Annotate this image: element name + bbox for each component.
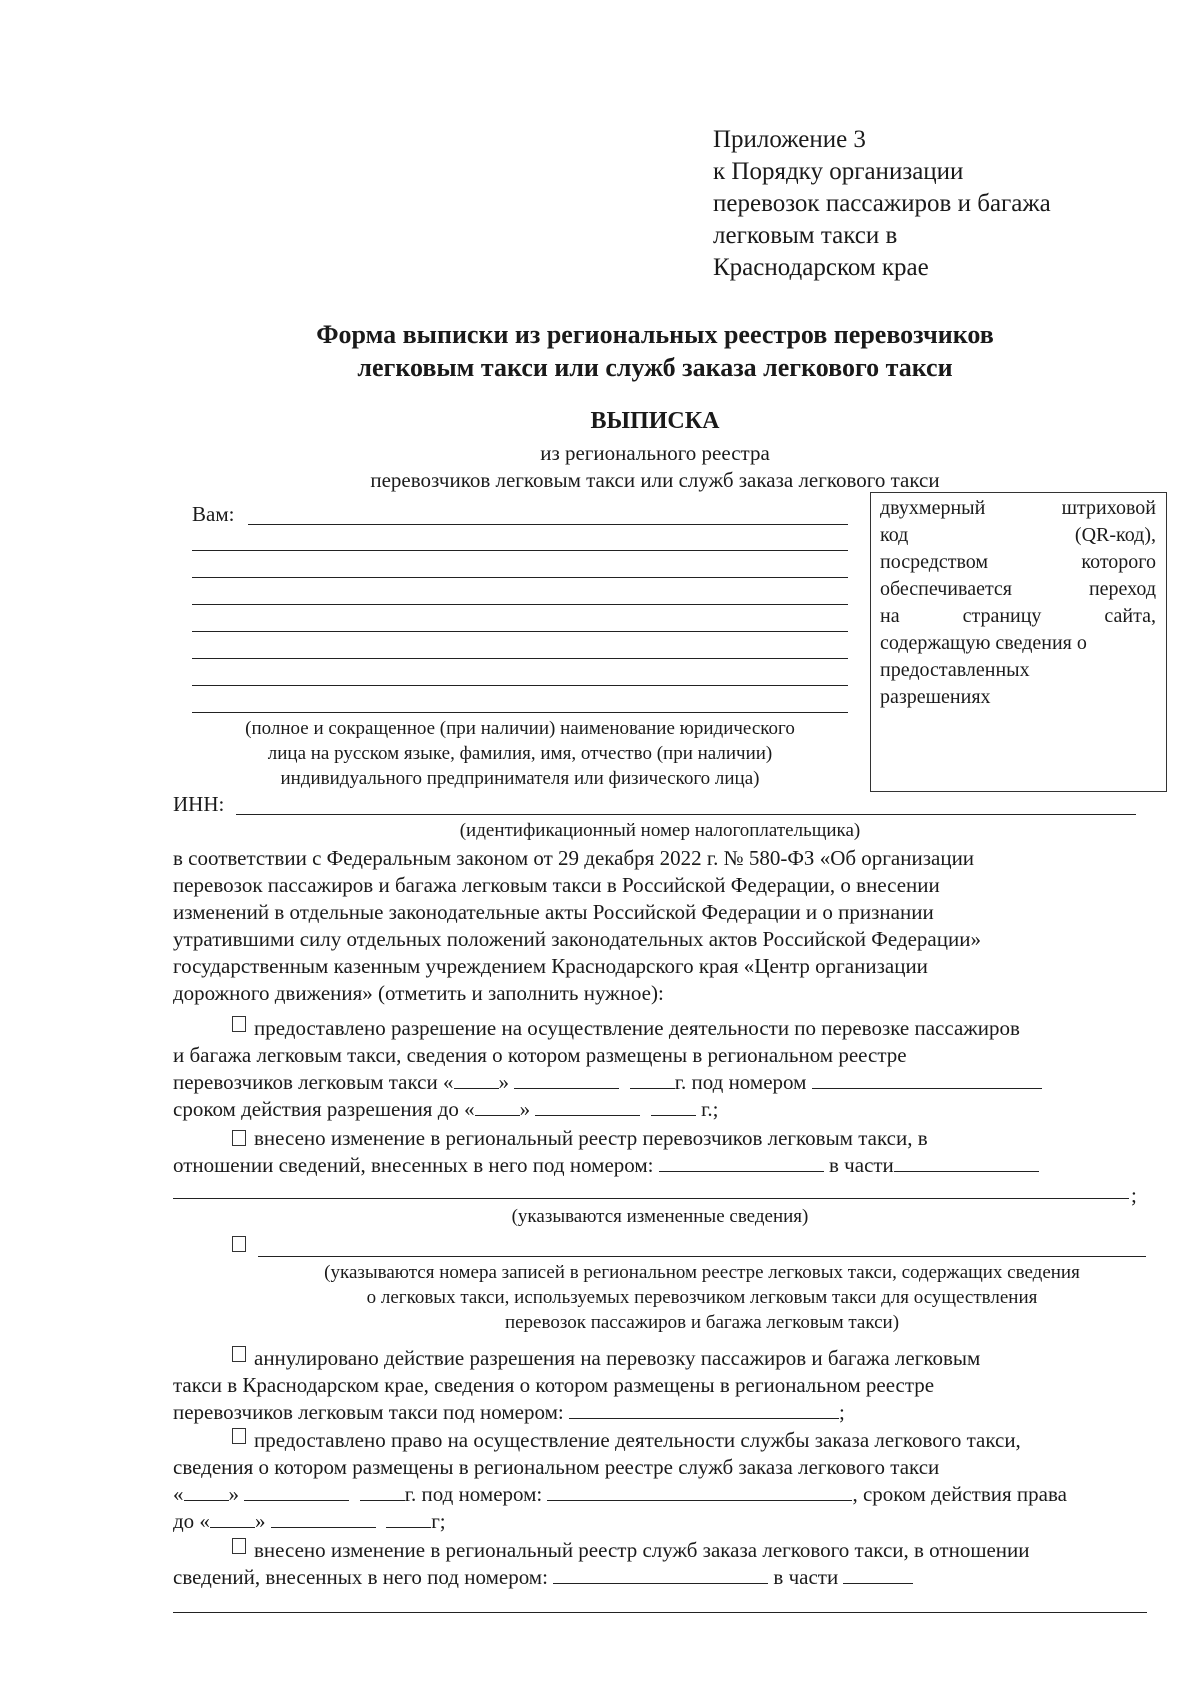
qr-word: предоставленных: [880, 659, 1030, 681]
item5-line: сведения о котором размещены в региональном реестре служб заказа легкового такси: [173, 1455, 940, 1479]
recipient-caption: лица на русском языке, фамилия, имя, отчество (при наличии): [267, 743, 773, 764]
item5-checkbox[interactable]: [232, 1428, 246, 1444]
item1-month-field[interactable]: [514, 1070, 619, 1089]
item3-records-field[interactable]: [258, 1256, 1146, 1257]
form-title-line: Форма выписки из региональных реестров перевозчиков: [316, 320, 994, 349]
item1-text: сроком действия разрешения до «: [173, 1097, 475, 1121]
inn-label: ИНН:: [173, 792, 225, 816]
item4-line: такси в Краснодарском крае, сведения о котором размещены в региональном реестре: [173, 1373, 935, 1397]
item1-line: [173, 1070, 1147, 1095]
item1-valid-day-field[interactable]: [475, 1097, 520, 1116]
qr-text-row: [880, 497, 1156, 520]
item1-line: и багажа легковым такси, сведения о котором размещены в региональном реестре: [173, 1043, 907, 1067]
item2-text: внесено изменение в региональный реестр перевозчиков легковым такси, в: [254, 1126, 928, 1150]
recipient-caption: индивидуального предпринимателя или физического лица): [280, 768, 760, 789]
recipient-field[interactable]: [248, 524, 848, 525]
qr-word: (QR-код),: [1074, 524, 1156, 546]
qr-word: двухмерный: [880, 497, 986, 519]
qr-word: которого: [1081, 551, 1156, 573]
item4-line: [232, 1346, 1147, 1371]
item4-number-field[interactable]: [569, 1400, 839, 1419]
item4-checkbox[interactable]: [232, 1346, 246, 1362]
item1-text: »: [498, 1070, 509, 1094]
recipient-field[interactable]: [192, 604, 848, 605]
item5-text: г. под номером:: [404, 1482, 543, 1506]
appendix-header: [713, 124, 1051, 284]
item5-line: [173, 1509, 1147, 1534]
item6-line: [173, 1565, 1147, 1590]
qr-text-row: [880, 551, 1156, 574]
item5-text: предоставлено право на осуществление деятельности службы заказа легкового такси,: [254, 1428, 1021, 1452]
qr-word: переход: [1088, 578, 1156, 600]
law-text-line: перевозок пассажиров и багажа легковым такси в Российской Федерации, о внесении: [173, 873, 940, 897]
law-text-line: в соответствии с Федеральным законом от 29 декабря 2022 г. № 580-ФЗ «Об организации: [173, 846, 975, 870]
recipient-field[interactable]: [192, 550, 848, 551]
form-title: [0, 318, 1200, 384]
item6-checkbox[interactable]: [232, 1538, 246, 1554]
inn-caption: (идентификационный номер налогоплательщика): [459, 820, 861, 841]
qr-word: обеспечивается: [880, 578, 1013, 600]
item2-part-field[interactable]: [894, 1153, 1039, 1172]
qr-text-row: [880, 632, 1156, 655]
document-subtitle: из регионального реестра: [540, 441, 770, 465]
item4-text: ;: [838, 1400, 845, 1424]
qr-word: разрешениях: [880, 686, 991, 708]
item5-text: «: [173, 1482, 184, 1506]
item5-year-field[interactable]: [360, 1482, 405, 1501]
qr-text-row: [880, 659, 1156, 682]
item5-line: [232, 1428, 1147, 1453]
recipient-field[interactable]: [192, 631, 848, 632]
item1-checkbox[interactable]: [232, 1016, 246, 1032]
recipient-field[interactable]: [192, 712, 848, 713]
item5-line: [173, 1482, 1147, 1507]
law-text-line: изменений в отдельные законодательные акты Российской Федерации и о признании: [173, 900, 934, 924]
appendix-line: легковым такси в: [713, 222, 898, 249]
item5-month-field[interactable]: [244, 1482, 349, 1501]
item2-caption: (указываются измененные сведения): [511, 1206, 809, 1227]
item5-valid-year-field[interactable]: [386, 1509, 431, 1528]
item1-text: предоставлено разрешение на осуществление деятельности по перевозке пассажиров: [254, 1016, 1020, 1040]
item5-text: г;: [431, 1509, 446, 1533]
item6-details-field[interactable]: [173, 1612, 1147, 1613]
item3-caption: о легковых такси, используемых перевозчиком легковым такси для осуществления: [366, 1287, 1038, 1308]
law-text-line: утратившими силу отдельных положений законодательных актов Российской Федерации»: [173, 927, 981, 951]
recipient-field[interactable]: [192, 577, 848, 578]
item3-caption: перевозок пассажиров и багажа легковым такси): [504, 1312, 900, 1333]
qr-text-row: [880, 578, 1156, 601]
qr-text-row: [880, 524, 1156, 547]
item1-valid-month-field[interactable]: [535, 1097, 640, 1116]
document-subtitle: перевозчиков легковым такси или служб заказа легкового такси: [370, 468, 940, 492]
item6-part-field[interactable]: [843, 1565, 913, 1584]
item1-number-field[interactable]: [812, 1070, 1042, 1089]
qr-word: содержащую сведения о: [880, 632, 1087, 654]
item2-details-field[interactable]: [173, 1198, 1129, 1199]
item4-text: аннулировано действие разрешения на перевозку пассажиров и багажа легковым: [254, 1346, 981, 1370]
qr-word: страницу: [962, 605, 1042, 627]
item1-text: перевозчиков легковым такси «: [173, 1070, 454, 1094]
recipient-caption: (полное и сокращенное (при наличии) наименование юридического: [245, 718, 795, 739]
item2-text: отношении сведений, внесенных в него под номером:: [173, 1153, 654, 1177]
item6-line: [232, 1538, 1147, 1563]
qr-text-row: [880, 686, 1156, 709]
item2-line: [173, 1153, 1147, 1178]
item1-text: г. под номером: [674, 1070, 807, 1094]
item1-line: [232, 1016, 1147, 1041]
item1-year-field[interactable]: [630, 1070, 675, 1089]
item5-text: »: [254, 1509, 266, 1533]
qr-word: на: [880, 605, 900, 627]
item2-end: ;: [1131, 1183, 1137, 1207]
item6-text: сведений, внесенных в него под номером:: [173, 1565, 548, 1589]
item5-day-field[interactable]: [184, 1482, 229, 1501]
item1-valid-year-field[interactable]: [651, 1097, 696, 1116]
document-title: ВЫПИСКА: [590, 408, 720, 434]
recipient-field[interactable]: [192, 658, 848, 659]
item4-text: перевозчиков легковым такси под номером:: [173, 1400, 564, 1424]
item5-text: »: [228, 1482, 239, 1506]
item5-valid-month-field[interactable]: [271, 1509, 376, 1528]
item2-first-line: [232, 1126, 928, 1151]
item2-text: в части: [829, 1153, 894, 1177]
item6-number-field[interactable]: [553, 1565, 768, 1584]
item4-line: [173, 1400, 1147, 1425]
item3-checkbox[interactable]: [232, 1236, 246, 1252]
item6-text: внесено изменение в региональный реестр служб заказа легкового такси, в отношении: [254, 1538, 1030, 1562]
item1-line: [173, 1097, 1147, 1122]
item6-text: в части: [773, 1565, 839, 1589]
item5-text: , сроком действия права: [852, 1482, 1067, 1506]
item3-caption: (указываются номера записей в региональном реестре легковых такси, содержащих сведения: [324, 1262, 1080, 1283]
item2-line: [232, 1126, 1147, 1151]
appendix-line: к Порядку организации: [713, 158, 964, 185]
qr-word: посредством: [880, 551, 989, 573]
recipient-field[interactable]: [192, 685, 848, 686]
item2-number-field[interactable]: [659, 1153, 824, 1172]
law-text-line: дорожного движения» (отметить и заполнить нужное):: [173, 981, 664, 1005]
item5-text: до «: [173, 1509, 210, 1533]
item3-line: [232, 1236, 254, 1256]
item1-day-field[interactable]: [454, 1070, 499, 1089]
appendix-line: перевозок пассажиров и багажа: [713, 190, 1051, 217]
recipient-label: Вам:: [192, 502, 235, 526]
form-title-line: легковым такси или служб заказа легкового такси: [357, 353, 953, 382]
appendix-line: Приложение 3: [713, 126, 866, 153]
appendix-line: Краснодарском крае: [713, 254, 929, 281]
qr-word: сайта,: [1104, 605, 1156, 627]
item5-valid-day-field[interactable]: [210, 1509, 255, 1528]
item1-text: г.;: [701, 1097, 719, 1121]
qr-word: код: [880, 524, 909, 546]
qr-word: штриховой: [1061, 497, 1156, 519]
inn-field[interactable]: [236, 814, 1136, 815]
item5-number-field[interactable]: [547, 1482, 852, 1501]
qr-text-row: [880, 605, 1156, 628]
law-text-line: государственным казенным учреждением Краснодарского края «Центр организации: [173, 954, 928, 978]
item1-text: »: [519, 1097, 531, 1121]
item2-checkbox[interactable]: [232, 1130, 246, 1146]
